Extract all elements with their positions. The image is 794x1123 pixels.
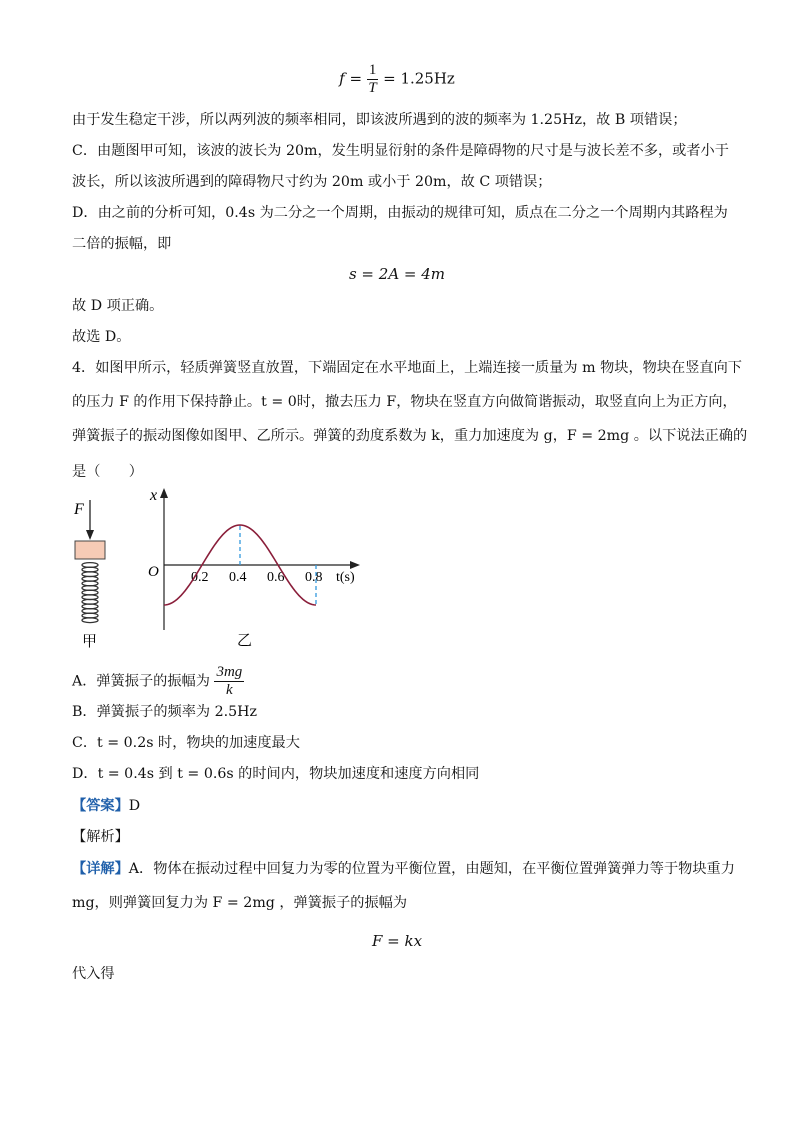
question-line: 是（ ） — [72, 464, 143, 480]
x-tick-label: 0.8 — [305, 570, 323, 585]
option-c: C．t = 0.2s 时，物块的加速度最大 — [72, 735, 300, 751]
fraction-denominator: T — [368, 80, 377, 96]
y-axis-arrow — [160, 488, 168, 498]
fraction-numerator: 3mg — [216, 664, 243, 680]
x-axis-arrow — [350, 561, 360, 569]
answer-value: D — [128, 798, 141, 814]
option-b: B．弹簧振子的频率为 2.5Hz — [72, 704, 258, 720]
answer-line — [72, 796, 140, 816]
force-label: F — [74, 501, 84, 518]
force-arrow-head — [86, 530, 94, 540]
x-tick-label: 0.6 — [267, 570, 285, 585]
figure-caption-yi: 乙 — [237, 631, 253, 649]
answer-label: 【答案】 — [72, 798, 129, 814]
option-d: D．t = 0.4s 到 t = 0.6s 的时间内，物块加速度和速度方向相同 — [72, 766, 480, 782]
detail-line — [72, 859, 735, 879]
fraction-numerator: 1 — [368, 62, 377, 78]
paragraph-line: C．由题图甲可知，该波的波长为 20m，发生明显衍射的条件是障碍物的尺寸是与波长差不多，或者小于 — [72, 143, 729, 159]
formula-distance: s = 2A = 4m — [348, 265, 446, 283]
paragraph-line: 由于发生稳定干涉，所以两列波的频率相同，即该波所遇到的波的频率为 1.25Hz，故 B 项错误； — [72, 112, 687, 128]
x-tick-label: 0.4 — [229, 570, 247, 585]
x-axis-label: t(s) — [336, 570, 355, 585]
y-axis-label: x — [150, 487, 158, 504]
vibration-graph — [140, 485, 370, 655]
x-tick-labels — [191, 570, 323, 585]
question-line: 的压力 F 的作用下保持静止。t = 0时，撤去压力 F，物块在竖直方向做简谐振动，取竖直向上为正方向， — [72, 394, 737, 410]
detail-line: 代入得 — [72, 966, 115, 982]
analysis-label: 【解析】 — [72, 829, 129, 845]
figure-caption-jia: 甲 — [82, 632, 98, 650]
paragraph-line: 波长，所以该波所遇到的障碍物尺寸约为 20m 或小于 20m，故 C 项错误； — [72, 174, 552, 190]
paragraph-line: 二倍的振幅，即 — [72, 236, 172, 252]
detail-label: 【详解】 — [72, 861, 129, 877]
amplitude-fraction — [214, 664, 244, 699]
detail-text: A．物体在振动过程中回复力为零的位置为平衡位置，由题知，在平衡位置弹簧弹力等于物块重力 — [128, 861, 735, 877]
question-line: 4．如图甲所示，轻质弹簧竖直放置，下端固定在水平地面上，上端连接一质量为 m 物块，物块在竖直向下 — [72, 360, 742, 376]
option-a — [72, 664, 244, 699]
paragraph-line: D．由之前的分析可知，0.4s 为二分之一个周期，由振动的规律可知，质点在二分之一个周期内其路程为 — [72, 205, 728, 221]
option-a-text: A．弹簧振子的振幅为 — [72, 673, 210, 690]
formula-rhs: = 1.25Hz — [383, 69, 455, 88]
formula-frequency — [0, 62, 794, 97]
spring-figure — [66, 490, 138, 660]
fraction — [367, 62, 379, 97]
formula-hooke: F = kx — [371, 932, 423, 950]
origin-label: O — [148, 564, 159, 580]
paragraph-line: 故选 D。 — [72, 329, 131, 345]
question-line: 弹簧振子的振动图像如图甲、乙所示。弹簧的劲度系数为 k，重力加速度为 g，F = 2mg 。以下说法正确的 — [72, 428, 748, 444]
paragraph-line: 故 D 项正确。 — [72, 298, 164, 314]
x-tick-label: 0.2 — [191, 570, 209, 585]
fraction-denominator: k — [226, 682, 233, 698]
formula-lhs: f = — [339, 69, 363, 88]
spring-coil — [82, 563, 98, 623]
detail-line: mg，则弹簧回复力为 F = 2mg ，弹簧振子的振幅为 — [72, 895, 408, 911]
block — [75, 541, 105, 559]
